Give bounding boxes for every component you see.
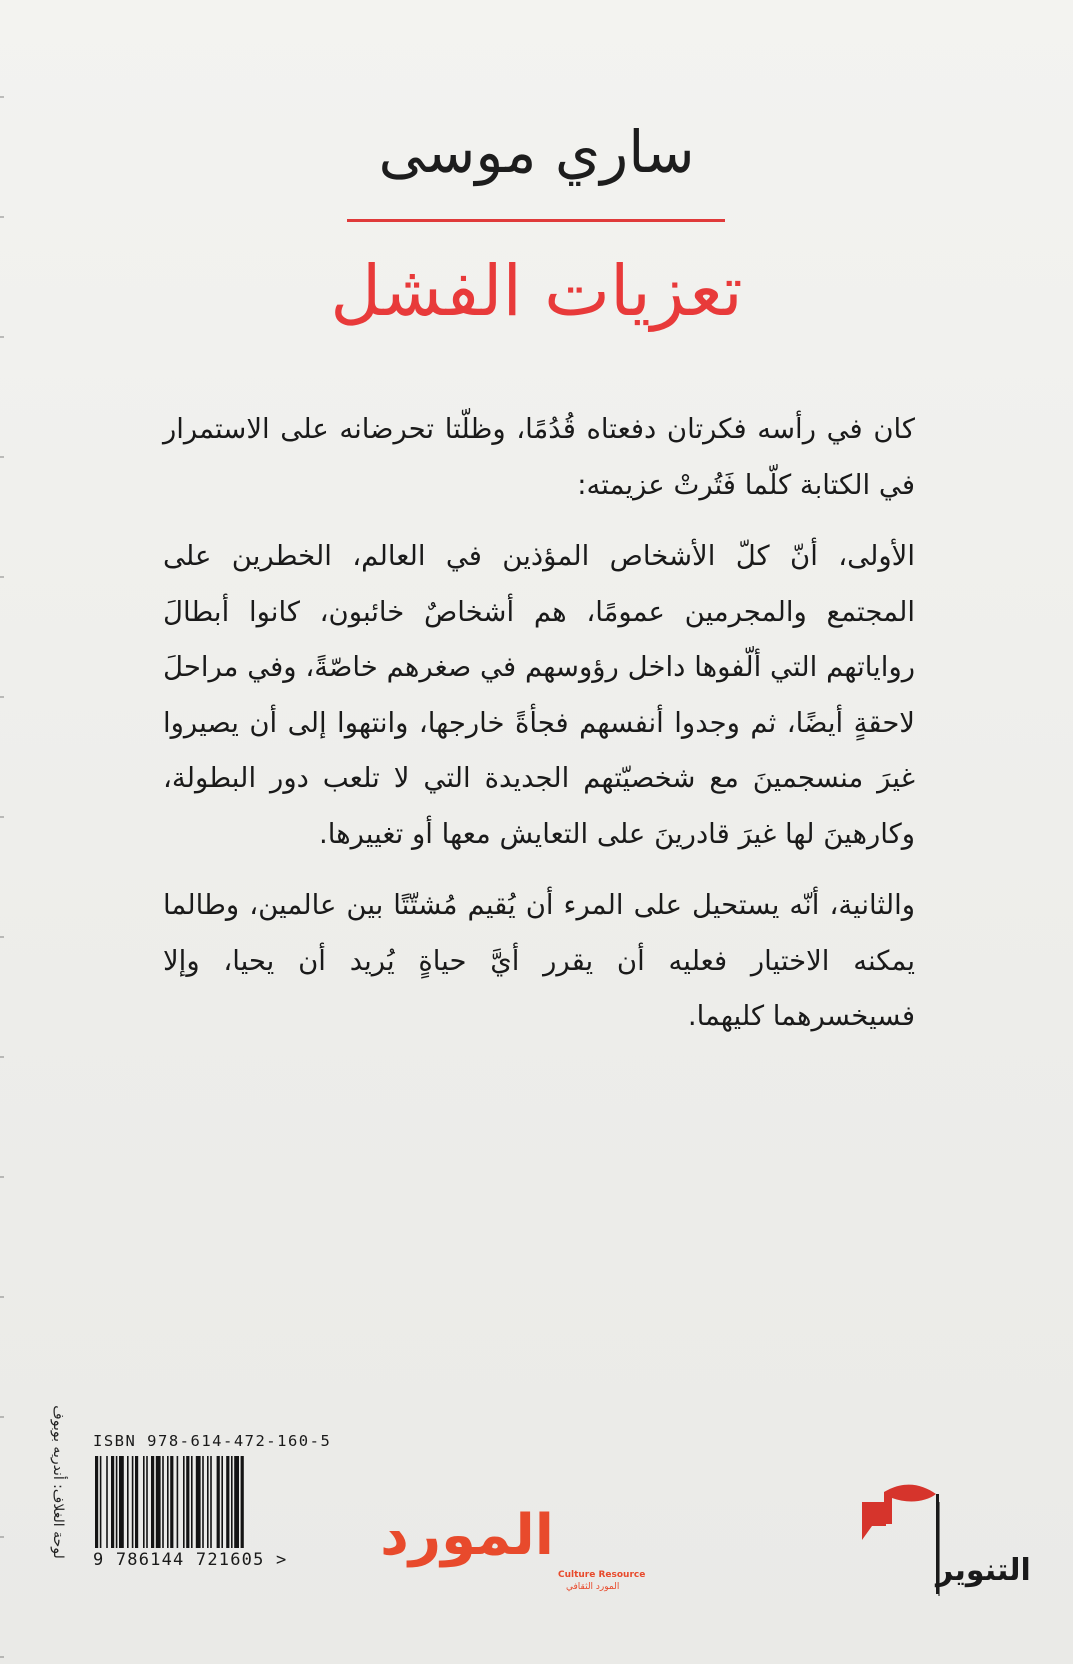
- barcode-icon: [93, 1456, 289, 1548]
- culture-resource-mark-text: المورد: [380, 1503, 554, 1568]
- publisher-flag-icon: [842, 1462, 1031, 1622]
- publisher-logo: [842, 1462, 1031, 1622]
- book-title: تعزيات الفشل: [330, 250, 743, 332]
- author-name: ساري موسى: [378, 118, 695, 186]
- culture-resource-mark-icon: [380, 1496, 560, 1572]
- culture-resource-en: Culture Resource: [558, 1570, 646, 1580]
- culture-resource-ar: المورد الثقافي: [566, 1582, 620, 1592]
- blurb-paragraph-2: الأولى، أنّ كلّ الأشخاص المؤذين في العالم، الخطرين على المجتمع والمجرمين عمومًا، هم أشخاصٌ خائبون، كانوا أبطالَ رواياتهم التي ألّفوها داخل رؤوسهم في صغرهم خاصّةً، وفي مراحلَ لاحقةٍ أيضًا، ثم وجدوا أنفسهم فجأةً خارجها، وانتهوا إلى أن يصيروا غيرَ منسجمينَ مع شخصيّتهم الجديدة التي لا تلعب دور البطولة، وكارهينَ لها غيرَ قادرينَ على التعايش معها أو تغييرها.: [163, 540, 915, 850]
- barcode-digits: 9 786144 721605 >: [93, 1550, 288, 1570]
- culture-resource-logo: [380, 1496, 646, 1616]
- isbn-block: [93, 1432, 332, 1570]
- blurb: [163, 402, 915, 1061]
- blurb-paragraph-1: كان في رأسه فكرتان دفعتاه قُدُمًا، وظلّتا تحرضانه على الاستمرار في الكتابة كلّما فَتُرتْ عزيمته:: [163, 413, 915, 501]
- isbn-label: ISBN 978-614-472-160-5: [93, 1432, 332, 1450]
- cover-art-credit: [38, 1382, 78, 1582]
- title-divider: [347, 219, 725, 222]
- blurb-paragraph-3: والثانية، أنّه يستحيل على المرء أن يُقيم مُشتّتًا بين عالمين، وطالما يمكنه الاختيار فعليه أن يقرر أيَّ حياةٍ يُريد أن يحيا، وإلا فسيخسرهما كليهما.: [163, 889, 915, 1032]
- cover-art-credit-text: لوحة الغلاف: أندريه بوبوف: [50, 1405, 66, 1559]
- publisher-name: التنوير: [936, 1553, 1031, 1588]
